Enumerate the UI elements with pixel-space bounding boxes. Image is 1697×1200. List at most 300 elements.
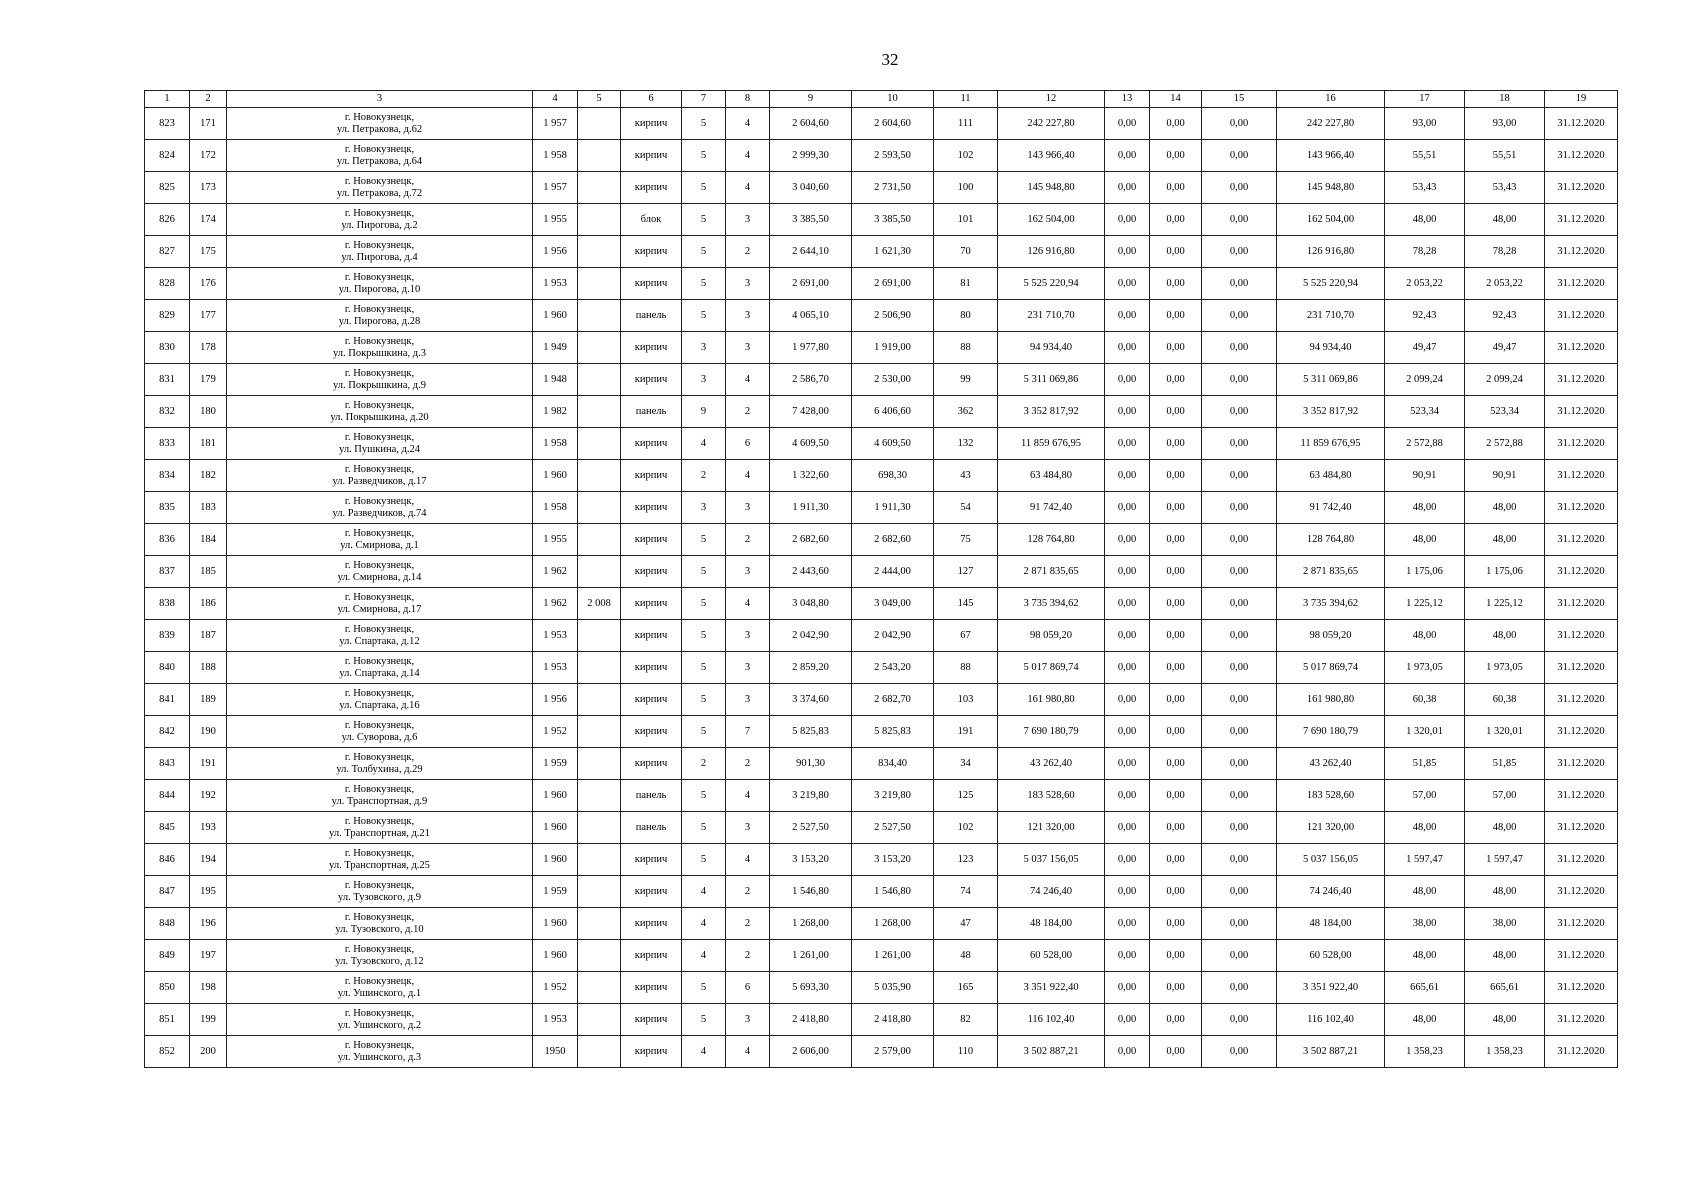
build-year: 1 949	[533, 332, 578, 364]
unit-cost: 48,00	[1385, 812, 1465, 844]
floors-count: 4	[682, 876, 726, 908]
federal-funds: 0,00	[1105, 140, 1150, 172]
completion-date: 31.12.2020	[1545, 556, 1618, 588]
owner-funds: 5 037 156,05	[1277, 844, 1385, 876]
row-number: 852	[145, 1036, 190, 1068]
address-street: ул. Суворова, д.6	[341, 731, 418, 743]
row-number: 844	[145, 780, 190, 812]
max-unit-cost: 51,85	[1465, 748, 1545, 780]
table-row	[145, 236, 1618, 268]
owner-funds: 242 227,80	[1277, 108, 1385, 140]
group-row-number: 183	[190, 492, 227, 524]
federal-funds: 0,00	[1105, 908, 1150, 940]
wall-material: кирпич	[621, 844, 682, 876]
reconstruction-year	[578, 428, 621, 460]
group-row-number: 199	[190, 1004, 227, 1036]
local-funds: 0,00	[1202, 396, 1277, 428]
living-area: 2 543,20	[852, 652, 934, 684]
row-number: 825	[145, 172, 190, 204]
build-year: 1 953	[533, 268, 578, 300]
max-unit-cost: 48,00	[1465, 940, 1545, 972]
total-area: 5 825,83	[770, 716, 852, 748]
entrances-count: 4	[726, 108, 770, 140]
residents-count: 81	[934, 268, 998, 300]
local-funds: 0,00	[1202, 940, 1277, 972]
reconstruction-year	[578, 620, 621, 652]
local-funds: 0,00	[1202, 588, 1277, 620]
federal-funds: 0,00	[1105, 396, 1150, 428]
address-cell	[227, 268, 533, 300]
wall-material: панель	[621, 396, 682, 428]
completion-date: 31.12.2020	[1545, 460, 1618, 492]
living-area: 3 049,00	[852, 588, 934, 620]
unit-cost: 48,00	[1385, 524, 1465, 556]
max-unit-cost: 1 175,06	[1465, 556, 1545, 588]
max-unit-cost: 53,43	[1465, 172, 1545, 204]
floors-count: 3	[682, 364, 726, 396]
floors-count: 5	[682, 716, 726, 748]
entrances-count: 4	[726, 140, 770, 172]
unit-cost: 1 597,47	[1385, 844, 1465, 876]
total-area: 4 609,50	[770, 428, 852, 460]
owner-funds: 43 262,40	[1277, 748, 1385, 780]
local-funds: 0,00	[1202, 556, 1277, 588]
table-row	[145, 908, 1618, 940]
completion-date: 31.12.2020	[1545, 1004, 1618, 1036]
federal-funds: 0,00	[1105, 1004, 1150, 1036]
total-area: 2 042,90	[770, 620, 852, 652]
address-cell	[227, 748, 533, 780]
row-number: 828	[145, 268, 190, 300]
row-number: 842	[145, 716, 190, 748]
regional-funds: 0,00	[1150, 620, 1202, 652]
total-area: 3 219,80	[770, 780, 852, 812]
build-year: 1 960	[533, 940, 578, 972]
group-row-number: 184	[190, 524, 227, 556]
living-area: 1 268,00	[852, 908, 934, 940]
row-number: 835	[145, 492, 190, 524]
completion-date: 31.12.2020	[1545, 492, 1618, 524]
total-cost: 231 710,70	[998, 300, 1105, 332]
column-number-header: 12	[998, 91, 1105, 108]
federal-funds: 0,00	[1105, 268, 1150, 300]
total-cost: 11 859 676,95	[998, 428, 1105, 460]
reconstruction-year	[578, 204, 621, 236]
wall-material: кирпич	[621, 428, 682, 460]
total-cost: 116 102,40	[998, 1004, 1105, 1036]
total-area: 3 153,20	[770, 844, 852, 876]
address-city: г. Новокузнецк,	[344, 111, 415, 123]
floors-count: 5	[682, 1004, 726, 1036]
address-city: г. Новокузнецк,	[344, 719, 415, 731]
total-cost: 91 742,40	[998, 492, 1105, 524]
address-cell	[227, 844, 533, 876]
living-area: 3 385,50	[852, 204, 934, 236]
build-year: 1 953	[533, 620, 578, 652]
living-area: 3 153,20	[852, 844, 934, 876]
table-row	[145, 332, 1618, 364]
completion-date: 31.12.2020	[1545, 876, 1618, 908]
floors-count: 5	[682, 684, 726, 716]
total-cost: 2 871 835,65	[998, 556, 1105, 588]
residents-count: 127	[934, 556, 998, 588]
address-city: г. Новокузнецк,	[344, 623, 415, 635]
living-area: 2 527,50	[852, 812, 934, 844]
unit-cost: 1 225,12	[1385, 588, 1465, 620]
max-unit-cost: 523,34	[1465, 396, 1545, 428]
row-number: 843	[145, 748, 190, 780]
completion-date: 31.12.2020	[1545, 236, 1618, 268]
completion-date: 31.12.2020	[1545, 620, 1618, 652]
row-number: 832	[145, 396, 190, 428]
address-cell	[227, 460, 533, 492]
wall-material: кирпич	[621, 748, 682, 780]
residents-count: 54	[934, 492, 998, 524]
federal-funds: 0,00	[1105, 1036, 1150, 1068]
table-row	[145, 716, 1618, 748]
address-cell	[227, 940, 533, 972]
entrances-count: 4	[726, 172, 770, 204]
reconstruction-year	[578, 876, 621, 908]
total-cost: 5 037 156,05	[998, 844, 1105, 876]
address-street: ул. Пирогова, д.4	[341, 251, 418, 263]
max-unit-cost: 2 053,22	[1465, 268, 1545, 300]
unit-cost: 57,00	[1385, 780, 1465, 812]
group-row-number: 174	[190, 204, 227, 236]
max-unit-cost: 48,00	[1465, 812, 1545, 844]
reconstruction-year	[578, 908, 621, 940]
entrances-count: 4	[726, 1036, 770, 1068]
build-year: 1 956	[533, 684, 578, 716]
owner-funds: 143 966,40	[1277, 140, 1385, 172]
max-unit-cost: 48,00	[1465, 1004, 1545, 1036]
total-cost: 3 735 394,62	[998, 588, 1105, 620]
total-area: 2 682,60	[770, 524, 852, 556]
federal-funds: 0,00	[1105, 364, 1150, 396]
entrances-count: 7	[726, 716, 770, 748]
group-row-number: 185	[190, 556, 227, 588]
build-year: 1 962	[533, 588, 578, 620]
residents-count: 101	[934, 204, 998, 236]
address-street: ул. Ушинского, д.2	[337, 1019, 422, 1031]
floors-count: 2	[682, 460, 726, 492]
owner-funds: 162 504,00	[1277, 204, 1385, 236]
table-row	[145, 172, 1618, 204]
row-number: 839	[145, 620, 190, 652]
federal-funds: 0,00	[1105, 108, 1150, 140]
group-row-number: 177	[190, 300, 227, 332]
table-row	[145, 780, 1618, 812]
floors-count: 5	[682, 236, 726, 268]
address-cell	[227, 140, 533, 172]
wall-material: кирпич	[621, 1036, 682, 1068]
column-number-header: 8	[726, 91, 770, 108]
residents-count: 34	[934, 748, 998, 780]
group-row-number: 188	[190, 652, 227, 684]
unit-cost: 48,00	[1385, 940, 1465, 972]
floors-count: 5	[682, 812, 726, 844]
unit-cost: 1 175,06	[1385, 556, 1465, 588]
group-row-number: 172	[190, 140, 227, 172]
unit-cost: 53,43	[1385, 172, 1465, 204]
floors-count: 5	[682, 524, 726, 556]
build-year: 1 955	[533, 204, 578, 236]
group-row-number: 192	[190, 780, 227, 812]
residents-count: 111	[934, 108, 998, 140]
unit-cost: 93,00	[1385, 108, 1465, 140]
reconstruction-year	[578, 556, 621, 588]
address-street: ул. Смирнова, д.14	[337, 571, 422, 583]
group-row-number: 176	[190, 268, 227, 300]
reconstruction-year	[578, 940, 621, 972]
federal-funds: 0,00	[1105, 492, 1150, 524]
floors-count: 9	[682, 396, 726, 428]
living-area: 2 691,00	[852, 268, 934, 300]
entrances-count: 2	[726, 876, 770, 908]
total-area: 4 065,10	[770, 300, 852, 332]
table-row	[145, 300, 1618, 332]
total-area: 1 546,80	[770, 876, 852, 908]
total-cost: 98 059,20	[998, 620, 1105, 652]
address-street: ул. Толбухина, д.29	[336, 763, 423, 775]
regional-funds: 0,00	[1150, 140, 1202, 172]
federal-funds: 0,00	[1105, 620, 1150, 652]
address-street: ул. Покрышкина, д.9	[332, 379, 427, 391]
residents-count: 145	[934, 588, 998, 620]
total-area: 2 859,20	[770, 652, 852, 684]
living-area: 2 579,00	[852, 1036, 934, 1068]
entrances-count: 3	[726, 204, 770, 236]
row-number: 827	[145, 236, 190, 268]
group-row-number: 197	[190, 940, 227, 972]
total-cost: 43 262,40	[998, 748, 1105, 780]
total-area: 2 586,70	[770, 364, 852, 396]
total-cost: 128 764,80	[998, 524, 1105, 556]
wall-material: кирпич	[621, 492, 682, 524]
federal-funds: 0,00	[1105, 556, 1150, 588]
regional-funds: 0,00	[1150, 780, 1202, 812]
owner-funds: 183 528,60	[1277, 780, 1385, 812]
row-number: 848	[145, 908, 190, 940]
floors-count: 4	[682, 908, 726, 940]
group-row-number: 191	[190, 748, 227, 780]
reconstruction-year	[578, 812, 621, 844]
max-unit-cost: 92,43	[1465, 300, 1545, 332]
completion-date: 31.12.2020	[1545, 300, 1618, 332]
reconstruction-year	[578, 684, 621, 716]
federal-funds: 0,00	[1105, 204, 1150, 236]
table-row	[145, 684, 1618, 716]
build-year: 1 948	[533, 364, 578, 396]
federal-funds: 0,00	[1105, 844, 1150, 876]
local-funds: 0,00	[1202, 812, 1277, 844]
column-number-header: 19	[1545, 91, 1618, 108]
living-area: 698,30	[852, 460, 934, 492]
address-city: г. Новокузнецк,	[344, 175, 415, 187]
address-street: ул. Тузовского, д.9	[338, 891, 421, 903]
total-cost: 242 227,80	[998, 108, 1105, 140]
wall-material: кирпич	[621, 652, 682, 684]
owner-funds: 3 352 817,92	[1277, 396, 1385, 428]
table-row	[145, 876, 1618, 908]
completion-date: 31.12.2020	[1545, 204, 1618, 236]
regional-funds: 0,00	[1150, 428, 1202, 460]
group-row-number: 186	[190, 588, 227, 620]
residents-count: 43	[934, 460, 998, 492]
completion-date: 31.12.2020	[1545, 172, 1618, 204]
column-number-header: 17	[1385, 91, 1465, 108]
entrances-count: 3	[726, 332, 770, 364]
column-number-header: 9	[770, 91, 852, 108]
regional-funds: 0,00	[1150, 396, 1202, 428]
unit-cost: 78,28	[1385, 236, 1465, 268]
total-area: 1 911,30	[770, 492, 852, 524]
completion-date: 31.12.2020	[1545, 748, 1618, 780]
completion-date: 31.12.2020	[1545, 716, 1618, 748]
reconstruction-year	[578, 108, 621, 140]
table-row	[145, 588, 1618, 620]
address-city: г. Новокузнецк,	[344, 303, 415, 315]
address-street: ул. Петракова, д.64	[336, 155, 423, 167]
column-number-header: 3	[227, 91, 533, 108]
max-unit-cost: 1 320,01	[1465, 716, 1545, 748]
housing-registry-table	[144, 90, 1618, 1068]
reconstruction-year	[578, 492, 621, 524]
wall-material: кирпич	[621, 908, 682, 940]
residents-count: 123	[934, 844, 998, 876]
owner-funds: 121 320,00	[1277, 812, 1385, 844]
reconstruction-year	[578, 524, 621, 556]
living-area: 1 621,30	[852, 236, 934, 268]
total-cost: 3 502 887,21	[998, 1036, 1105, 1068]
residents-count: 75	[934, 524, 998, 556]
owner-funds: 5 311 069,86	[1277, 364, 1385, 396]
completion-date: 31.12.2020	[1545, 812, 1618, 844]
entrances-count: 3	[726, 268, 770, 300]
wall-material: кирпич	[621, 108, 682, 140]
group-row-number: 178	[190, 332, 227, 364]
federal-funds: 0,00	[1105, 172, 1150, 204]
row-number: 845	[145, 812, 190, 844]
table-row	[145, 108, 1618, 140]
table-row	[145, 268, 1618, 300]
entrances-count: 3	[726, 556, 770, 588]
local-funds: 0,00	[1202, 460, 1277, 492]
owner-funds: 98 059,20	[1277, 620, 1385, 652]
address-street: ул. Спартака, д.16	[339, 699, 420, 711]
table-row	[145, 1036, 1618, 1068]
max-unit-cost: 48,00	[1465, 204, 1545, 236]
living-area: 2 604,60	[852, 108, 934, 140]
build-year: 1 959	[533, 748, 578, 780]
table-row	[145, 364, 1618, 396]
owner-funds: 116 102,40	[1277, 1004, 1385, 1036]
address-city: г. Новокузнецк,	[344, 783, 415, 795]
wall-material: кирпич	[621, 1004, 682, 1036]
row-number: 840	[145, 652, 190, 684]
build-year: 1 960	[533, 908, 578, 940]
max-unit-cost: 1 973,05	[1465, 652, 1545, 684]
total-cost: 121 320,00	[998, 812, 1105, 844]
local-funds: 0,00	[1202, 140, 1277, 172]
table-row	[145, 940, 1618, 972]
owner-funds: 145 948,80	[1277, 172, 1385, 204]
completion-date: 31.12.2020	[1545, 1036, 1618, 1068]
owner-funds: 5 017 869,74	[1277, 652, 1385, 684]
federal-funds: 0,00	[1105, 524, 1150, 556]
floors-count: 5	[682, 652, 726, 684]
floors-count: 2	[682, 748, 726, 780]
federal-funds: 0,00	[1105, 748, 1150, 780]
total-cost: 143 966,40	[998, 140, 1105, 172]
address-city: г. Новокузнецк,	[344, 367, 415, 379]
total-cost: 7 690 180,79	[998, 716, 1105, 748]
group-row-number: 190	[190, 716, 227, 748]
reconstruction-year	[578, 332, 621, 364]
total-cost: 3 352 817,92	[998, 396, 1105, 428]
owner-funds: 60 528,00	[1277, 940, 1385, 972]
federal-funds: 0,00	[1105, 652, 1150, 684]
federal-funds: 0,00	[1105, 684, 1150, 716]
address-city: г. Новокузнецк,	[344, 751, 415, 763]
floors-count: 5	[682, 844, 726, 876]
wall-material: панель	[621, 780, 682, 812]
build-year: 1 958	[533, 140, 578, 172]
table-row	[145, 524, 1618, 556]
build-year: 1 952	[533, 716, 578, 748]
group-row-number: 198	[190, 972, 227, 1004]
federal-funds: 0,00	[1105, 236, 1150, 268]
total-area: 5 693,30	[770, 972, 852, 1004]
group-row-number: 175	[190, 236, 227, 268]
column-number-header: 15	[1202, 91, 1277, 108]
total-area: 3 385,50	[770, 204, 852, 236]
local-funds: 0,00	[1202, 300, 1277, 332]
completion-date: 31.12.2020	[1545, 108, 1618, 140]
total-area: 2 644,10	[770, 236, 852, 268]
living-area: 1 911,30	[852, 492, 934, 524]
owner-funds: 3 351 922,40	[1277, 972, 1385, 1004]
floors-count: 4	[682, 940, 726, 972]
local-funds: 0,00	[1202, 108, 1277, 140]
total-cost: 126 916,80	[998, 236, 1105, 268]
column-number-header: 13	[1105, 91, 1150, 108]
max-unit-cost: 1 358,23	[1465, 1036, 1545, 1068]
completion-date: 31.12.2020	[1545, 140, 1618, 172]
regional-funds: 0,00	[1150, 364, 1202, 396]
local-funds: 0,00	[1202, 332, 1277, 364]
build-year: 1 953	[533, 1004, 578, 1036]
total-area: 2 691,00	[770, 268, 852, 300]
max-unit-cost: 38,00	[1465, 908, 1545, 940]
completion-date: 31.12.2020	[1545, 684, 1618, 716]
owner-funds: 3 735 394,62	[1277, 588, 1385, 620]
column-number-header: 5	[578, 91, 621, 108]
local-funds: 0,00	[1202, 748, 1277, 780]
address-city: г. Новокузнецк,	[344, 143, 415, 155]
wall-material: кирпич	[621, 876, 682, 908]
build-year: 1 982	[533, 396, 578, 428]
table-row	[145, 844, 1618, 876]
wall-material: кирпич	[621, 716, 682, 748]
floors-count: 5	[682, 620, 726, 652]
regional-funds: 0,00	[1150, 588, 1202, 620]
wall-material: кирпич	[621, 556, 682, 588]
local-funds: 0,00	[1202, 908, 1277, 940]
row-number: 824	[145, 140, 190, 172]
floors-count: 3	[682, 332, 726, 364]
living-area: 1 919,00	[852, 332, 934, 364]
